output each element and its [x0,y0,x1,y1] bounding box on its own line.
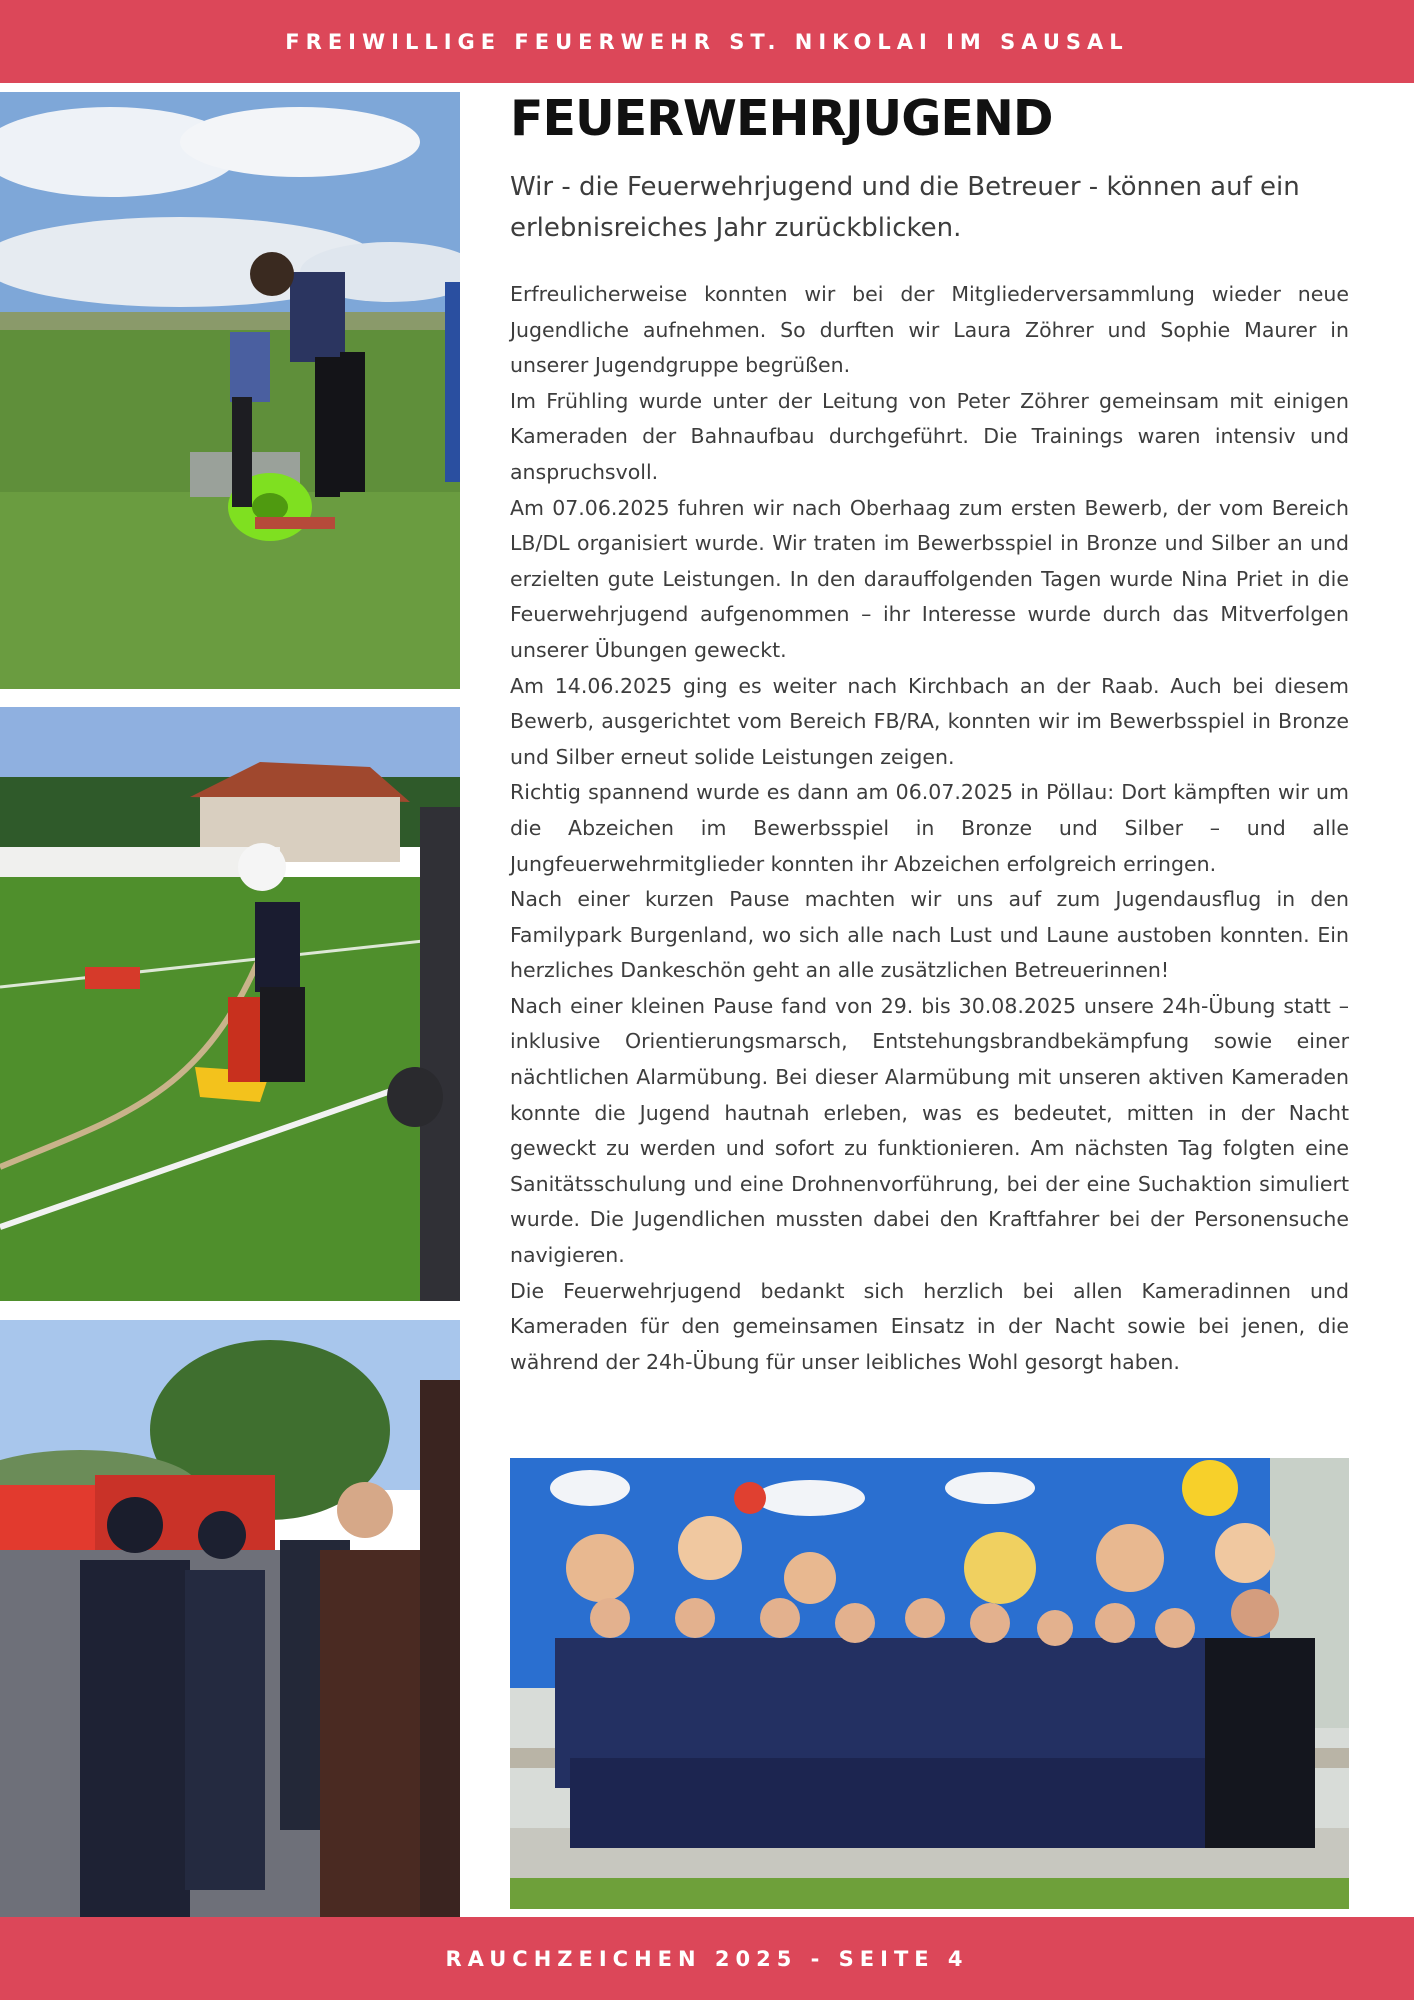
photo-group-mural [510,1458,1349,1909]
paragraph: Nach einer kleinen Pause fand von 29. bis 30.08.2025 unsere 24h-Übung statt – inklusive Orientierungsmarsch, Entstehungsbrandbekämpfung sowie einer nächtlichen Alarmübung. Bei dieser Alarmübung mit unseren aktiven Kameraden konnte die Jugend hautnah erleben, was es bedeutet, mitten in der Nacht geweckt zu werden und sofort zu funktionieren. Am nächsten Tag folgten eine Sanitätsschulung und eine Drohnenvorführung, bei der eine Suchaktion simuliert wurde. Die Jugendlichen mussten dabei den Kraftfahrer bei der Personensuche navigieren. [510,993,1349,1268]
article-lead: Wir - die Feuerwehrjugend und die Betreuer - können auf ein erlebnisreiches Jahr zurückblicken. [510,172,1300,243]
paragraph: Im Frühling wurde unter der Leitung von Peter Zöhrer gemeinsam mit einigen Kameraden der Bahnaufbau durchgeführt. Die Trainings waren intensiv und anspruchsvoll. [510,388,1349,484]
photo-award-ceremony [0,1320,460,1917]
photo-competition-field [0,707,460,1301]
paragraph: Am 07.06.2025 fuhren wir nach Oberhaag zum ersten Bewerb, der vom Bereich LB/DL organisiert wurde. Wir traten im Bewerbsspiel in Bronze und Silber an und erzielten gute Leistungen. In den darauffolgenden Tagen wurde Nina Priet in die Feuerwehrjugend aufgenommen – ihr Interesse wurde durch das Mitverfolgen unserer Übungen geweckt. [510,495,1349,662]
paragraph: Erfreulicherweise konnten wir bei der Mitgliederversammlung wieder neue Jugendliche aufnehmen. So durften wir Laura Zöhrer und Sophie Maurer in unserer Jugendgruppe begrüßen. [510,282,1349,378]
paragraph: Richtig spannend wurde es dann am 06.07.2025 in Pöllau: Dort kämpften wir um die Abzeichen im Bewerbsspiel in Bronze und Silber – und alle Jungfeuerwehrmitglieder konnten ihr Abzeichen erfolgreich erringen. [510,780,1349,876]
paragraph: Nach einer kurzen Pause machten wir uns auf zum Jugendausflug in den Familypark Burgenland, wo sich alle nach Lust und Laune austoben konnten. Ein herzliches Dankeschön geht an alle zusätzlichen Betreuerinnen! [510,887,1349,983]
article-title: FEUERWEHRJUGEND [510,90,1053,147]
header-band [0,0,1414,83]
paragraph: Die Feuerwehrjugend bedankt sich herzlich bei allen Kameradinnen und Kameraden für den gemeinsamen Einsatz in der Nacht sowie bei jenen, die während der 24h-Übung für unser leibliches Wohl gesorgt haben. [510,1278,1349,1374]
header-text: FREIWILLIGE FEUERWEHR ST. NIKOLAI IM SAUSAL [285,29,1129,54]
footer-text: RAUCHZEICHEN 2025 - SEITE 4 [445,1946,969,1971]
paragraph: Am 14.06.2025 ging es weiter nach Kirchbach an der Raab. Auch bei diesem Bewerb, ausgerichtet vom Bereich FB/RA, konnten wir im Bewerbsspiel in Bronze und Silber erneut solide Leistungen zeigen. [510,673,1349,769]
footer-band [0,1917,1414,2000]
article-body [510,277,1349,1380]
photo-hose-training [0,92,460,689]
